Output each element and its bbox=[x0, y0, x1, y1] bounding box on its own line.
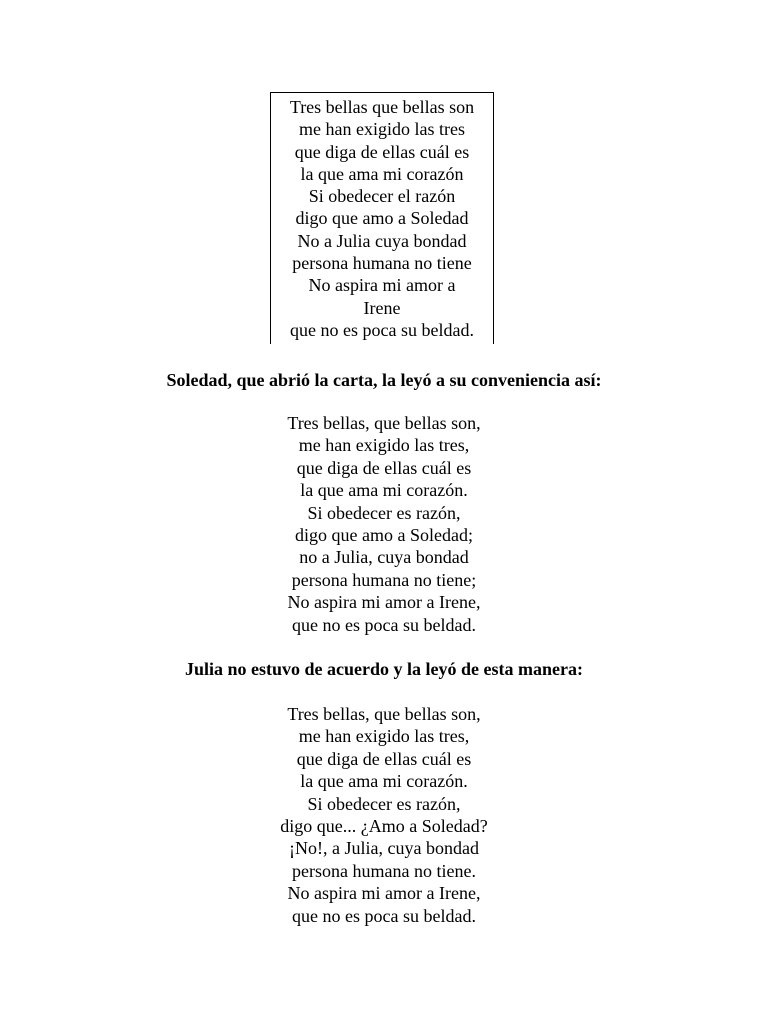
stanza-line: que no es poca su beldad. bbox=[292, 905, 476, 926]
letter-line: la que ama mi corazón bbox=[300, 163, 464, 184]
stanza-line: persona humana no tiene. bbox=[292, 860, 476, 881]
stanza-line: me han exigido las tres, bbox=[298, 726, 470, 747]
original-letter-box bbox=[270, 92, 494, 344]
stanza-line: me han exigido las tres, bbox=[298, 435, 470, 456]
stanza-line: que no es poca su beldad. bbox=[292, 614, 476, 635]
soledad-heading: Soledad, que abrió la carta, la leyó a su conveniencia así: bbox=[166, 370, 602, 390]
letter-line: No aspira mi amor a bbox=[308, 275, 456, 296]
julia-heading: Julia no estuvo de acuerdo y la leyó de esta manera: bbox=[185, 659, 583, 679]
stanza-line: digo que amo a Soledad; bbox=[295, 525, 473, 546]
stanza-line: Si obedecer es razón, bbox=[307, 793, 461, 814]
letter-line: que diga de ellas cuál es bbox=[294, 141, 470, 162]
letter-line: Si obedecer el razón bbox=[308, 186, 456, 207]
stanza-line: la que ama mi corazón. bbox=[300, 480, 468, 501]
stanza-line: persona humana no tiene; bbox=[291, 569, 477, 590]
letter-line: persona humana no tiene bbox=[292, 253, 472, 274]
stanza-line: No aspira mi amor a Irene, bbox=[287, 592, 481, 613]
stanza-line: que diga de ellas cuál es bbox=[296, 748, 472, 769]
stanza-line: Tres bellas, que bellas son, bbox=[287, 413, 481, 433]
letter-line: Tres bellas que bellas son bbox=[289, 97, 475, 117]
stanza-line: Si obedecer es razón, bbox=[307, 502, 461, 523]
letter-line: No a Julia cuya bondad bbox=[297, 230, 467, 251]
letter-line: Irene bbox=[363, 297, 401, 318]
stanza-line: No aspira mi amor a Irene, bbox=[287, 883, 481, 904]
stanza-line: la que ama mi corazón. bbox=[300, 771, 468, 792]
stanza-line: Tres bellas, que bellas son, bbox=[287, 704, 481, 724]
stanza-line: que diga de ellas cuál es bbox=[296, 457, 472, 478]
julia-stanza bbox=[0, 703, 768, 927]
letter-line: que no es poca su beldad. bbox=[290, 319, 474, 340]
stanza-line: no a Julia, cuya bondad bbox=[299, 547, 469, 568]
stanza-line: digo que... ¿Amo a Soledad? bbox=[280, 816, 488, 837]
soledad-stanza bbox=[0, 412, 768, 636]
letter-line: digo que amo a Soledad bbox=[295, 208, 469, 229]
letter-line: me han exigido las tres bbox=[299, 119, 465, 140]
stanza-line: ¡No!, a Julia, cuya bondad bbox=[289, 838, 479, 859]
